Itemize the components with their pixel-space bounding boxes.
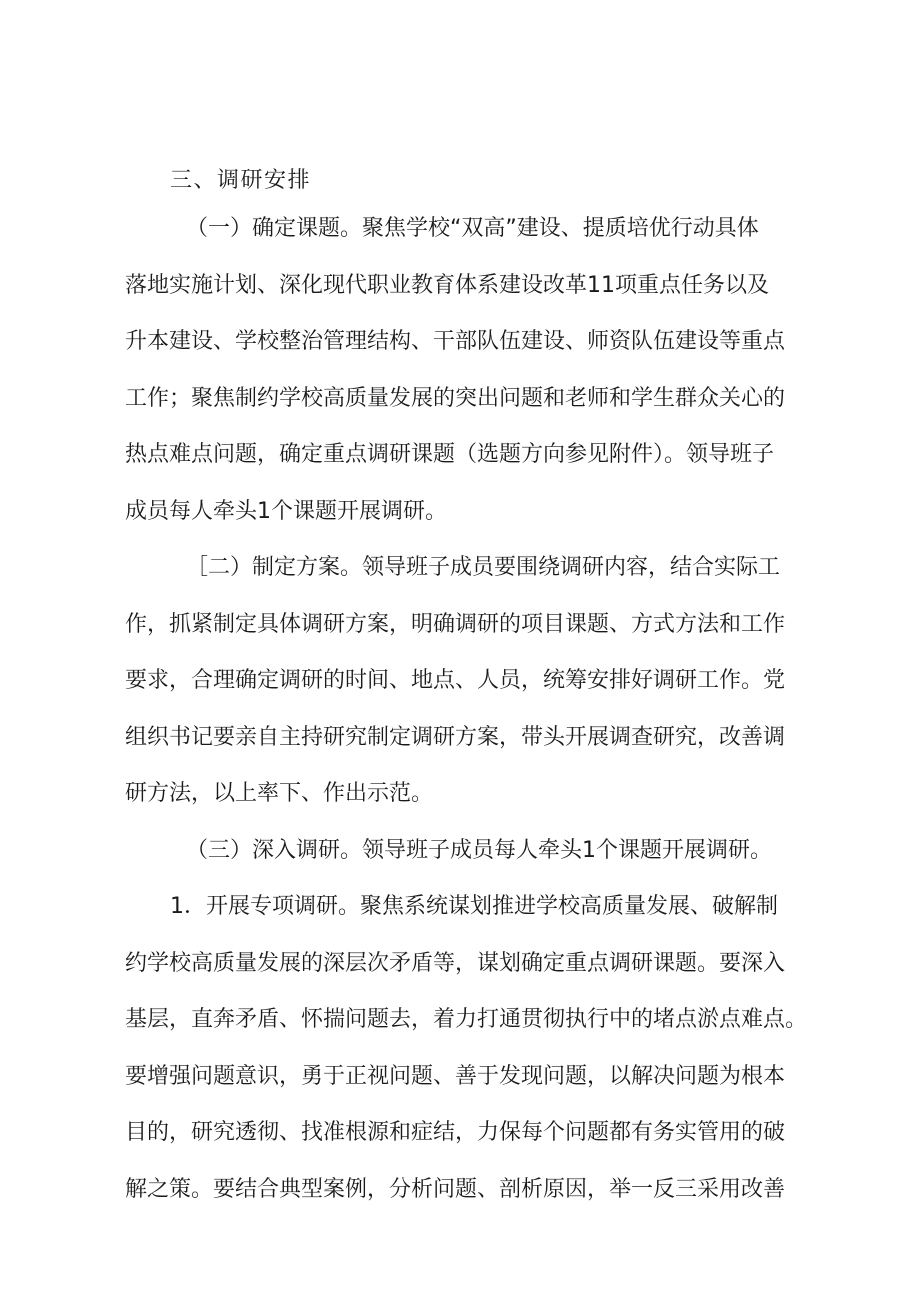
paragraph-line: 1．开展专项调研。聚焦系统谋划推进学校高质量发展、破解制: [170, 894, 778, 919]
paragraph-line: 约学校高质量发展的深层次矛盾等，谋划确定重点调研课题。要深入: [125, 951, 786, 976]
paragraph-line: 目的，研究透彻、找准根源和症结，力保每个问题都有务实管用的破: [125, 1120, 786, 1145]
paragraph-line: 研方法，以上率下、作出示范。: [125, 781, 434, 806]
paragraph-line: 热点难点问题，确定重点调研课题（选题方向参见附件）。领导班子: [125, 442, 775, 467]
paragraph-line: 基层，直奔矛盾、怀揣问题去，着力打通贯彻执行中的堵点淤点难点。: [125, 1007, 808, 1032]
paragraph-line: ［二）制定方案。领导班子成员要围绕调研内容，结合实际工: [186, 555, 781, 580]
paragraph-line: 工作；聚焦制约学校高质量发展的突出问题和老师和学生群众关心的: [125, 386, 786, 411]
paragraph-line: 解之策。要结合典型案例，分析问题、剖析原因，举一反三采用改善: [125, 1177, 786, 1202]
paragraph-line: （一）确定课题。聚焦学校“双高”建设、提质培优行动具体: [186, 216, 759, 241]
paragraph-line: 要求，合理确定调研的时间、地点、人员，统筹安排好调研工作。党: [125, 668, 786, 693]
paragraph-line: 落地实施计划、深化现代职业教育体系建设改革11项重点任务以及: [125, 273, 769, 298]
paragraph-line: （三）深入调研。领导班子成员每人牵头1个课题开展调研。: [186, 838, 772, 863]
paragraph-line: 升本建设、学校整治管理结构、干部队伍建设、师资队伍建设等重点: [125, 329, 786, 354]
section-heading: 三、调研安排: [170, 168, 312, 193]
paragraph-line: 作，抓紧制定具体调研方案，明确调研的项目课题、方式方法和工作: [125, 612, 786, 637]
paragraph-line: 成员每人牵头1个课题开展调研。: [125, 499, 447, 524]
paragraph-line: 组织书记要亲自主持研究制定调研方案，带头开展调查研究，改善调: [125, 725, 786, 750]
paragraph-line: 要增强问题意识，勇于正视问题、善于发现问题，以解决问题为根本: [125, 1064, 786, 1089]
